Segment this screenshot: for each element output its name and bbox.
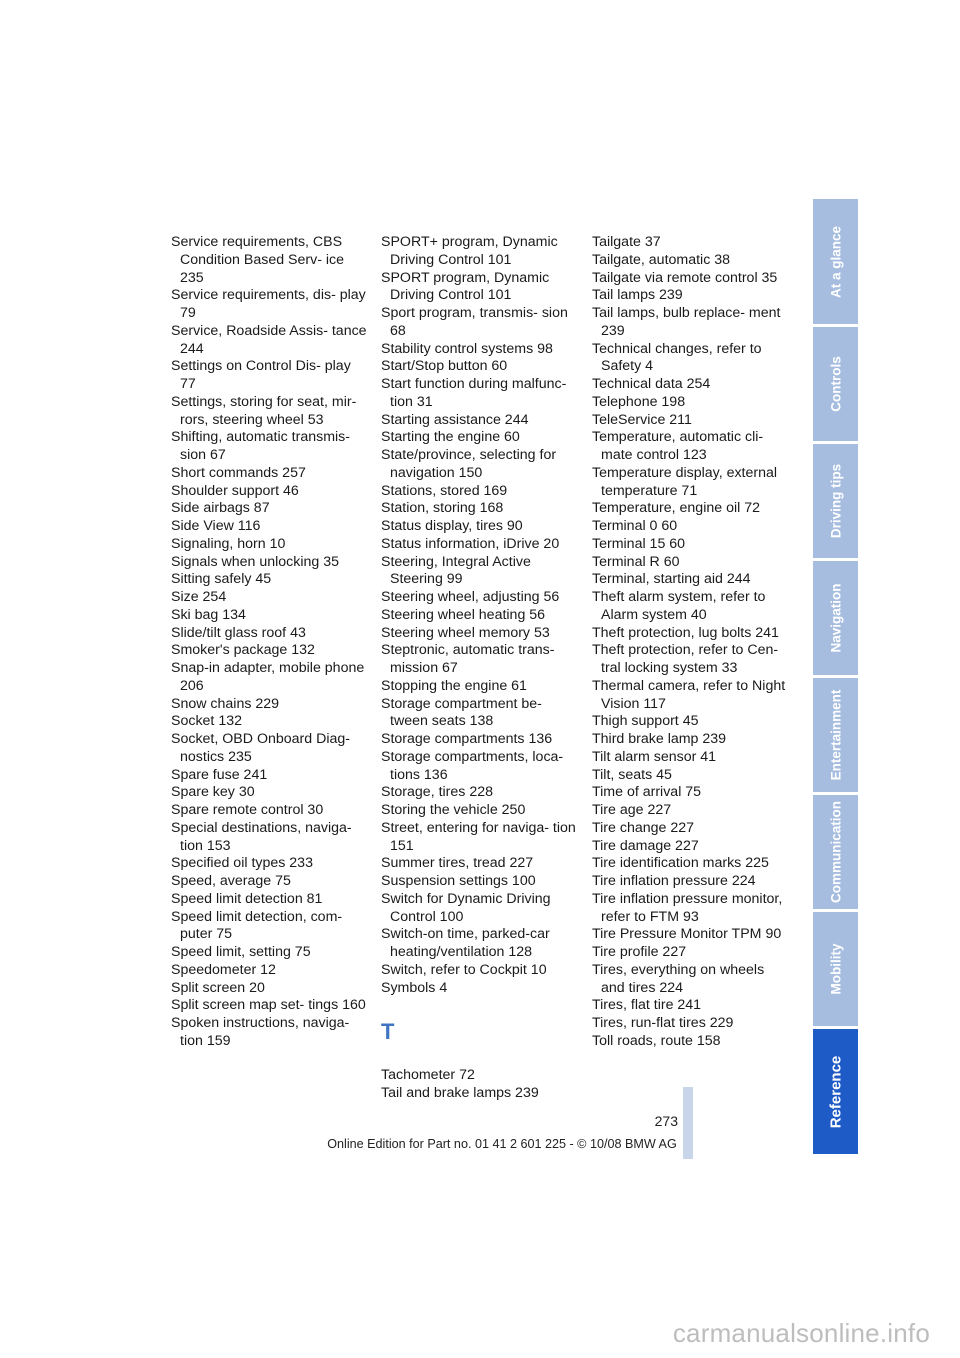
index-entry: Symbols 4	[381, 979, 448, 996]
sidebar-tab-label: Entertainment	[828, 689, 843, 781]
index-entry: Speed limit detection 81	[171, 890, 323, 907]
index-entry: Storing the vehicle 250	[381, 802, 526, 818]
index-column-3	[592, 234, 788, 1051]
index-entry: Switch for Dynamic Driving Control 100	[381, 890, 551, 925]
index-entry: Steering wheel, adjusting 56	[381, 589, 560, 605]
index-entry: Start function during malfunc- tion 31	[381, 376, 567, 410]
index-entry: Short commands 257	[171, 464, 306, 481]
index-entry: Theft protection, refer to Cen- tral locking system 33	[592, 642, 779, 676]
index-entry: Split screen 20	[171, 979, 265, 996]
index-entry: Stations, stored 169	[381, 482, 508, 499]
index-entry: Size 254	[171, 589, 227, 605]
index-entry: Side View 116	[171, 518, 261, 534]
index-entry: Stability control systems 98	[381, 340, 553, 357]
index-entry: Settings, storing for seat, mir- rors, steering wheel 53	[171, 393, 357, 428]
index-entry: Tire age 227	[592, 802, 672, 818]
index-entry: State/province, selecting for navigation 150	[381, 447, 557, 481]
index-entry: Street, entering for naviga- tion 151	[381, 819, 576, 854]
index-entry: Tail lamps, bulb replace- ment 239	[592, 305, 781, 339]
index-entry: Tire damage 227	[592, 837, 699, 854]
watermark-text: carmanualsonline.info	[672, 1318, 930, 1348]
index-entry: Socket 132	[171, 713, 242, 730]
sidebar-tab-label: At a glance	[828, 225, 843, 298]
index-entry: Thermal camera, refer to Night Vision 117	[592, 677, 786, 712]
index-entry: Stopping the engine 61	[381, 677, 527, 694]
index-entry: Steering, Integral Active Steering 99	[381, 553, 531, 588]
index-entry: SPORT+ program, Dynamic Driving Control 101	[381, 234, 558, 268]
index-entry: Tilt, seats 45	[592, 766, 672, 783]
index-entry: Starting assistance 244	[381, 411, 529, 428]
index-column-2	[381, 234, 577, 1103]
sidebar-tab-entertainment	[813, 678, 858, 792]
index-entry: Status information, iDrive 20	[381, 535, 560, 552]
index-entry: Tachometer 72	[381, 1067, 475, 1084]
index-entry: Switch-on time, parked-car heating/ventilation 128	[381, 926, 550, 960]
index-entry: Tire inflation pressure monitor, refer to FTM 93	[592, 890, 783, 925]
index-entry: Signals when unlocking 35	[171, 553, 339, 570]
index-entry: Special destinations, naviga- tion 153	[171, 819, 352, 854]
index-entry: Storage compartments, loca- tions 136	[381, 748, 564, 783]
index-entry: Snow chains 229	[171, 695, 280, 712]
index-entry: Slide/tilt glass roof 43	[171, 624, 306, 641]
index-entry: Tail lamps 239	[592, 287, 683, 304]
index-entry: Tires, everything on wheels and tires 224	[592, 961, 765, 996]
index-entry: Theft protection, lug bolts 241	[592, 624, 779, 641]
index-entry: Side airbags 87	[171, 500, 270, 517]
sidebar-tab-at-a-glance	[813, 199, 858, 324]
index-entry: Toll roads, route 158	[592, 1032, 721, 1049]
footer-text: Online Edition for Part no. 01 41 2 601 225 - © 10/08 BMW AG	[327, 1137, 677, 1151]
section-sidebar	[813, 199, 858, 1157]
sidebar-tab-communication	[813, 795, 858, 909]
index-entry: Tailgate 37	[592, 234, 661, 250]
index-entry: Speed limit detection, com- puter 75	[171, 908, 343, 943]
index-entry: Theft alarm system, refer to Alarm system 40	[592, 589, 766, 623]
index-entry: Status display, tires 90	[381, 518, 523, 534]
index-entry: Start/Stop button 60	[381, 358, 508, 375]
index-entry: Tailgate, automatic 38	[592, 251, 731, 268]
index-entry: Terminal R 60	[592, 553, 680, 570]
sidebar-tab-controls	[813, 327, 858, 441]
index-entry: Socket, OBD Onboard Diag- nostics 235	[171, 731, 350, 765]
index-entry: Tires, run-flat tires 229	[592, 1015, 734, 1031]
index-entry: Service requirements, dis- play 79	[171, 287, 366, 321]
index-entry: Storage, tires 228	[381, 784, 493, 801]
index-entry: Speed limit, setting 75	[171, 944, 311, 960]
index-entry: Storage compartments 136	[381, 731, 553, 747]
index-entry: Temperature, engine oil 72	[592, 500, 760, 517]
index-entry: Tire identification marks 225	[592, 855, 769, 872]
index-entry: Tire profile 227	[592, 944, 687, 960]
index-entry: Split screen map set- tings 160	[171, 997, 366, 1014]
index-entry: Tires, flat tire 241	[592, 997, 702, 1014]
index-entry: Summer tires, tread 227	[381, 855, 534, 872]
index-entry: Tail and brake lamps 239	[381, 1085, 539, 1101]
index-entry: Terminal, starting aid 244	[592, 571, 751, 588]
index-entry: Speedometer 12	[171, 961, 276, 978]
index-entry: Tire change 227	[592, 819, 695, 836]
sidebar-tab-label: Mobility	[828, 943, 843, 995]
sidebar-tab-label: Controls	[828, 356, 843, 412]
index-entry: Thigh support 45	[592, 713, 699, 730]
sidebar-tab-reference	[813, 1029, 858, 1154]
index-entry: Technical changes, refer to Safety 4	[592, 340, 762, 375]
index-entry: Specified oil types 233	[171, 855, 313, 872]
index-entry: Steering wheel memory 53	[381, 624, 550, 641]
index-column-1	[171, 234, 367, 1051]
index-entry: Spare key 30	[171, 784, 255, 801]
section-letter-heading: T	[381, 1019, 395, 1045]
index-entry: Spoken instructions, naviga- tion 159	[171, 1015, 350, 1049]
index-entry: Temperature display, external temperature 71	[592, 464, 778, 499]
index-entry: Steptronic, automatic trans- mission 67	[381, 642, 555, 676]
index-entry: Smoker's package 132	[171, 642, 315, 659]
index-entry: SPORT program, Dynamic Driving Control 101	[381, 269, 550, 304]
index-entry: Temperature, automatic cli- mate control 123	[592, 429, 764, 463]
index-entry: Storage compartment be- tween seats 138	[381, 695, 542, 730]
index-entry: Sport program, transmis- sion 68	[381, 305, 568, 339]
index-entry: Tire Pressure Monitor TPM 90	[592, 926, 782, 943]
index-entry: Switch, refer to Cockpit 10	[381, 961, 547, 978]
index-entry: Starting the engine 60	[381, 429, 520, 446]
index-entry: Steering wheel heating 56	[381, 606, 546, 623]
index-entry: Suspension settings 100	[381, 873, 536, 889]
index-entry: Settings on Control Dis- play 77	[171, 358, 351, 392]
index-entry: Terminal 15 60	[592, 535, 686, 552]
sidebar-tab-driving-tips	[813, 444, 858, 558]
index-entry: TeleService 211	[592, 411, 692, 428]
sidebar-tab-mobility	[813, 912, 858, 1026]
index-entry: Tailgate via remote control 35	[592, 269, 778, 286]
index-entry: Shifting, automatic transmis- sion 67	[171, 429, 350, 463]
index-entry: Tilt alarm sensor 41	[592, 748, 717, 765]
sidebar-tab-navigation	[813, 561, 858, 675]
index-entry: Telephone 198	[592, 393, 686, 410]
sidebar-tab-label: Driving tips	[828, 463, 843, 539]
index-entry: Ski bag 134	[171, 606, 246, 623]
index-entry: Signaling, horn 10	[171, 535, 286, 552]
page-number: 273	[654, 1113, 678, 1129]
index-entry: Terminal 0 60	[592, 518, 678, 534]
index-entry: Sitting safely 45	[171, 571, 272, 588]
index-entry: Tire inflation pressure 224	[592, 873, 756, 889]
index-entry: Service, Roadside Assis- tance 244	[171, 322, 367, 357]
index-entry: Spare remote control 30	[171, 802, 324, 818]
index-entry: Time of arrival 75	[592, 784, 702, 801]
sidebar-tab-label: Navigation	[828, 583, 843, 653]
sidebar-tab-label: Communication	[828, 800, 843, 904]
index-entry: Station, storing 168	[381, 500, 504, 517]
index-entry: Snap-in adapter, mobile phone 206	[171, 660, 365, 694]
index-entry: Service requirements, CBS Condition Based Serv- ice 235	[171, 234, 345, 286]
sidebar-tab-label: Reference	[827, 1055, 844, 1128]
index-entry: Speed, average 75	[171, 873, 291, 889]
index-entry: Technical data 254	[592, 376, 711, 392]
index-entry: Spare fuse 241	[171, 766, 268, 783]
index-entry: Third brake lamp 239	[592, 731, 727, 747]
index-entry: Shoulder support 46	[171, 482, 299, 499]
